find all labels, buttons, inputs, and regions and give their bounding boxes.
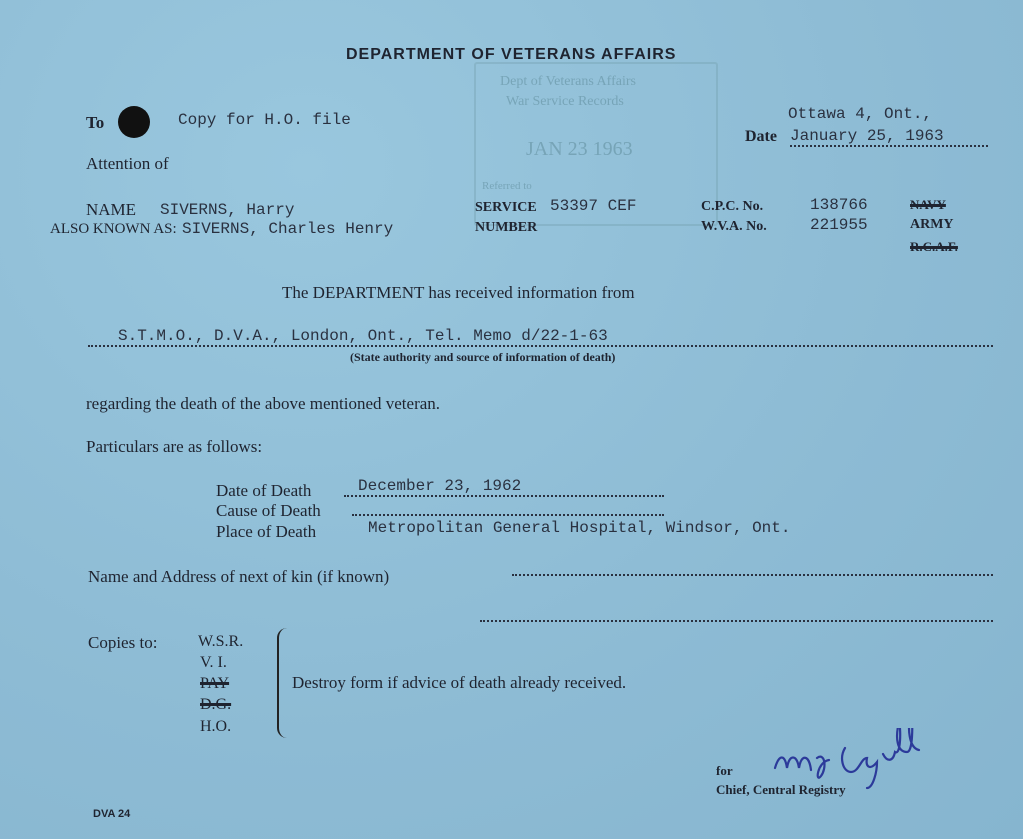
name-label: NAME bbox=[86, 200, 137, 219]
stamp-date: JAN 23 1963 bbox=[526, 138, 633, 160]
next-of-kin-line-1 bbox=[512, 560, 993, 576]
destroy-note: Destroy form if advice of death already received. bbox=[292, 673, 627, 692]
service-value: 53397 CEF bbox=[550, 197, 637, 215]
form-date: January 25, 1963 bbox=[790, 127, 988, 147]
copy-item-pay: PAY bbox=[200, 675, 230, 692]
aka-label: ALSO KNOWN AS: bbox=[50, 221, 177, 237]
copy-item-vi: V. I. bbox=[200, 654, 227, 671]
branch-navy: NAVY bbox=[910, 197, 946, 212]
brace-icon bbox=[277, 628, 293, 738]
cause-of-death-value bbox=[352, 498, 664, 516]
branch-army: ARMY bbox=[910, 217, 954, 232]
wva-value: 221955 bbox=[810, 216, 868, 234]
place-of-death-value: Metropolitan General Hospital, Windsor, Ont. bbox=[368, 519, 791, 537]
service-label-2: NUMBER bbox=[475, 220, 538, 235]
form-code: DVA 24 bbox=[93, 808, 131, 820]
aka-value: SIVERNS, Charles Henry bbox=[182, 220, 394, 238]
received-line: The DEPARTMENT has received information from bbox=[282, 283, 635, 302]
stamp-line1: Dept of Veterans Affairs bbox=[500, 74, 636, 89]
date-of-death-label: Date of Death bbox=[216, 481, 312, 500]
stamp-referred: Referred to bbox=[482, 180, 532, 192]
service-label-1: SERVICE bbox=[475, 200, 537, 215]
to-label: To bbox=[86, 113, 105, 132]
location-city: Ottawa 4, Ont., bbox=[788, 105, 933, 123]
next-of-kin-line-2 bbox=[480, 606, 993, 622]
page-title: DEPARTMENT OF VETERANS AFFAIRS bbox=[346, 46, 677, 63]
source-caption: (State authority and source of information of death) bbox=[350, 350, 616, 364]
next-of-kin-label: Name and Address of next of kin (if known) bbox=[88, 567, 390, 586]
date-label: Date bbox=[745, 128, 777, 145]
name-value: SIVERNS, Harry bbox=[160, 201, 295, 219]
attention-label: Attention of bbox=[86, 154, 169, 173]
stamp-line2: War Service Records bbox=[506, 94, 624, 109]
branch-rcaf: R.C.A.F. bbox=[910, 239, 958, 254]
date-of-death-value: December 23, 1962 bbox=[344, 477, 664, 497]
copy-item-dg: D.G. bbox=[200, 696, 232, 713]
filled-circle-icon bbox=[118, 106, 150, 138]
regarding-line: regarding the death of the above mentioned veteran. bbox=[86, 394, 441, 413]
wva-label: W.V.A. No. bbox=[701, 219, 767, 234]
information-source: S.T.M.O., D.V.A., London, Ont., Tel. Memo d/22-1-63 bbox=[88, 327, 993, 347]
cpc-label: C.P.C. No. bbox=[701, 199, 764, 214]
particulars-line: Particulars are as follows: bbox=[86, 437, 263, 456]
registry-label: Chief, Central Registry bbox=[716, 782, 846, 797]
copy-item-wsr: W.S.R. bbox=[198, 633, 244, 650]
for-label: for bbox=[716, 763, 733, 778]
cause-of-death-label: Cause of Death bbox=[216, 501, 321, 520]
cpc-value: 138766 bbox=[810, 196, 868, 214]
place-of-death-label: Place of Death bbox=[216, 522, 317, 541]
copy-item-ho: H.O. bbox=[200, 718, 232, 735]
copies-label: Copies to: bbox=[88, 633, 158, 652]
copy-for-ho: Copy for H.O. file bbox=[178, 111, 351, 129]
